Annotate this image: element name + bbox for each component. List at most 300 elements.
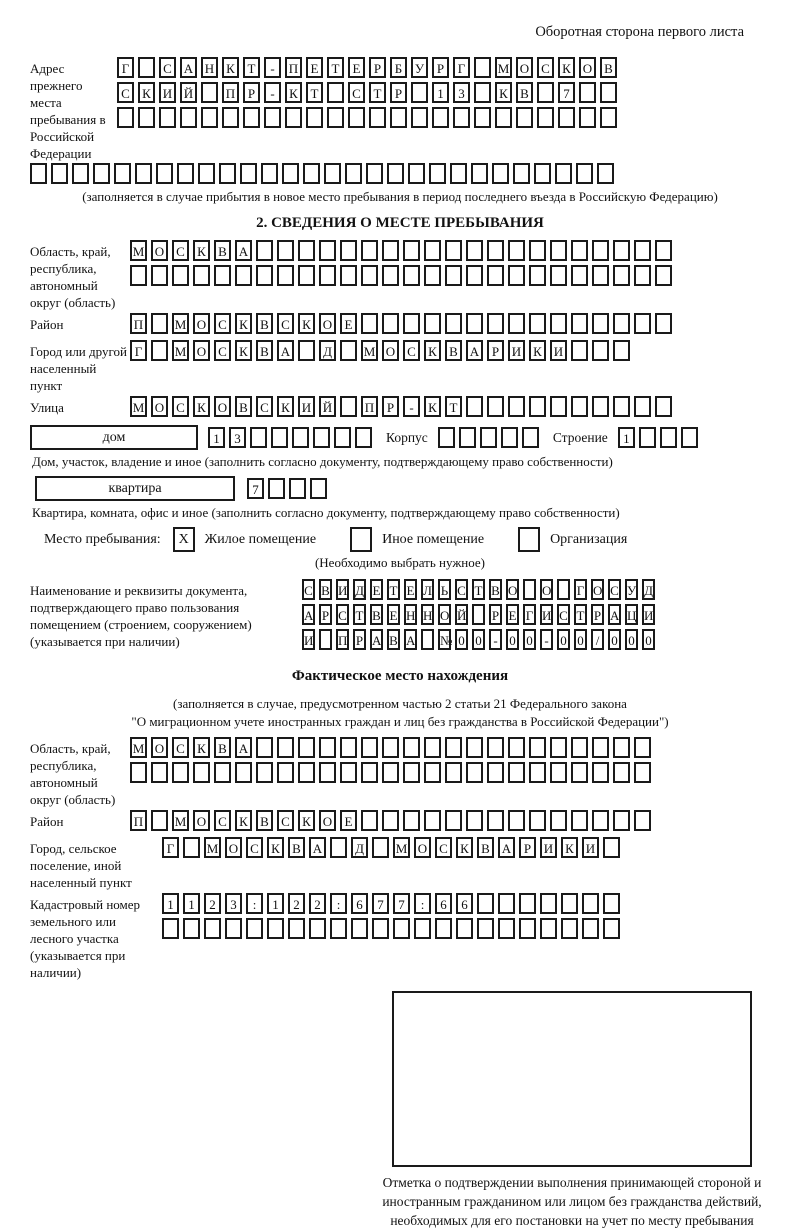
char-cell[interactable] xyxy=(495,107,512,128)
char-cell[interactable] xyxy=(172,762,189,783)
char-cell[interactable] xyxy=(571,240,588,261)
char-cell[interactable] xyxy=(429,163,446,184)
char-cell[interactable]: Т xyxy=(574,604,587,625)
char-cell[interactable] xyxy=(508,762,525,783)
char-cell[interactable] xyxy=(424,737,441,758)
char-cell[interactable]: А xyxy=(302,604,315,625)
char-cell[interactable] xyxy=(411,82,428,103)
char-cell[interactable] xyxy=(571,762,588,783)
char-cell[interactable]: Г xyxy=(574,579,587,600)
char-cell[interactable]: С xyxy=(435,837,452,858)
char-cell[interactable]: К xyxy=(424,340,441,361)
char-cell[interactable]: В xyxy=(256,810,273,831)
char-cell[interactable] xyxy=(256,737,273,758)
char-cell[interactable]: 0 xyxy=(523,629,536,650)
char-cell[interactable]: С xyxy=(336,604,349,625)
char-cell[interactable]: / xyxy=(591,629,604,650)
char-cell[interactable] xyxy=(550,313,567,334)
char-cell[interactable] xyxy=(453,107,470,128)
char-cell[interactable]: С xyxy=(537,57,554,78)
char-cell[interactable] xyxy=(474,107,491,128)
char-cell[interactable]: 1 xyxy=(432,82,449,103)
char-cell[interactable]: И xyxy=(302,629,315,650)
char-cell[interactable]: С xyxy=(557,604,570,625)
char-cell[interactable] xyxy=(361,240,378,261)
char-cell[interactable] xyxy=(361,737,378,758)
char-cell[interactable] xyxy=(159,107,176,128)
char-cell[interactable]: 0 xyxy=(608,629,621,650)
char-cell[interactable] xyxy=(600,82,617,103)
char-cell[interactable] xyxy=(634,810,651,831)
char-cell[interactable] xyxy=(456,918,473,939)
char-cell[interactable] xyxy=(477,918,494,939)
char-cell[interactable]: Е xyxy=(370,579,383,600)
char-cell[interactable] xyxy=(508,810,525,831)
char-cell[interactable]: : xyxy=(414,893,431,914)
char-cell[interactable]: А xyxy=(180,57,197,78)
char-cell[interactable] xyxy=(235,265,252,286)
char-cell[interactable]: Е xyxy=(340,313,357,334)
char-cell[interactable] xyxy=(361,810,378,831)
char-cell[interactable] xyxy=(529,737,546,758)
char-cell[interactable]: О xyxy=(151,396,168,417)
char-cell[interactable]: С xyxy=(117,82,134,103)
char-cell[interactable]: В xyxy=(256,340,273,361)
char-cell[interactable] xyxy=(289,478,306,499)
char-cell[interactable] xyxy=(403,762,420,783)
char-cell[interactable] xyxy=(256,240,273,261)
char-cell[interactable] xyxy=(603,893,620,914)
char-cell[interactable]: 2 xyxy=(309,893,326,914)
char-cell[interactable]: О xyxy=(438,604,451,625)
char-cell[interactable]: 7 xyxy=(247,478,264,499)
char-cell[interactable] xyxy=(445,265,462,286)
char-cell[interactable] xyxy=(243,107,260,128)
char-cell[interactable] xyxy=(592,810,609,831)
char-cell[interactable] xyxy=(597,163,614,184)
char-cell[interactable] xyxy=(477,893,494,914)
char-cell[interactable]: О xyxy=(516,57,533,78)
char-cell[interactable] xyxy=(319,762,336,783)
char-cell[interactable]: М xyxy=(393,837,410,858)
char-cell[interactable] xyxy=(522,427,539,448)
checkbox-residential[interactable]: X xyxy=(173,527,195,552)
char-cell[interactable] xyxy=(117,107,134,128)
char-cell[interactable] xyxy=(298,265,315,286)
char-cell[interactable]: Е xyxy=(340,810,357,831)
char-cell[interactable] xyxy=(246,918,263,939)
char-cell[interactable] xyxy=(424,240,441,261)
char-cell[interactable] xyxy=(411,107,428,128)
char-cell[interactable]: Е xyxy=(506,604,519,625)
char-cell[interactable]: Г xyxy=(130,340,147,361)
char-cell[interactable]: 0 xyxy=(472,629,485,650)
char-cell[interactable] xyxy=(340,265,357,286)
char-cell[interactable] xyxy=(298,240,315,261)
char-cell[interactable]: У xyxy=(411,57,428,78)
char-cell[interactable] xyxy=(579,107,596,128)
char-cell[interactable]: Т xyxy=(306,82,323,103)
char-cell[interactable] xyxy=(571,396,588,417)
char-cell[interactable]: 1 xyxy=(183,893,200,914)
char-cell[interactable]: М xyxy=(204,837,221,858)
char-cell[interactable] xyxy=(634,737,651,758)
char-cell[interactable] xyxy=(327,107,344,128)
char-cell[interactable] xyxy=(382,762,399,783)
char-cell[interactable] xyxy=(513,163,530,184)
char-cell[interactable]: Й xyxy=(319,396,336,417)
char-cell[interactable] xyxy=(487,737,504,758)
char-cell[interactable]: В xyxy=(387,629,400,650)
char-cell[interactable] xyxy=(267,918,284,939)
char-cell[interactable]: У xyxy=(625,579,638,600)
char-cell[interactable] xyxy=(345,163,362,184)
char-cell[interactable]: Д xyxy=(353,579,366,600)
char-cell[interactable] xyxy=(235,762,252,783)
char-cell[interactable] xyxy=(487,265,504,286)
char-cell[interactable] xyxy=(277,737,294,758)
char-cell[interactable] xyxy=(72,163,89,184)
char-cell[interactable]: - xyxy=(489,629,502,650)
char-cell[interactable]: С xyxy=(214,313,231,334)
char-cell[interactable]: Л xyxy=(421,579,434,600)
char-cell[interactable]: И xyxy=(540,604,553,625)
char-cell[interactable] xyxy=(403,313,420,334)
char-cell[interactable]: О xyxy=(151,737,168,758)
char-cell[interactable]: К xyxy=(138,82,155,103)
char-cell[interactable]: К xyxy=(558,57,575,78)
char-cell[interactable]: А xyxy=(608,604,621,625)
char-cell[interactable] xyxy=(130,762,147,783)
char-cell[interactable] xyxy=(508,396,525,417)
char-cell[interactable]: О xyxy=(225,837,242,858)
char-cell[interactable] xyxy=(613,313,630,334)
char-cell[interactable]: Е xyxy=(306,57,323,78)
char-cell[interactable]: О xyxy=(414,837,431,858)
char-cell[interactable] xyxy=(529,313,546,334)
char-cell[interactable] xyxy=(334,427,351,448)
char-cell[interactable] xyxy=(613,762,630,783)
char-cell[interactable] xyxy=(600,107,617,128)
char-cell[interactable] xyxy=(340,340,357,361)
char-cell[interactable] xyxy=(319,629,332,650)
char-cell[interactable]: Ц xyxy=(625,604,638,625)
char-cell[interactable]: Т xyxy=(387,579,400,600)
char-cell[interactable] xyxy=(403,265,420,286)
char-cell[interactable]: С xyxy=(608,579,621,600)
char-cell[interactable] xyxy=(340,762,357,783)
char-cell[interactable] xyxy=(508,737,525,758)
char-cell[interactable] xyxy=(579,82,596,103)
char-cell[interactable] xyxy=(508,265,525,286)
char-cell[interactable] xyxy=(319,737,336,758)
char-cell[interactable] xyxy=(445,737,462,758)
char-cell[interactable]: А xyxy=(235,240,252,261)
char-cell[interactable]: К xyxy=(193,240,210,261)
char-cell[interactable]: С xyxy=(277,810,294,831)
char-cell[interactable] xyxy=(201,107,218,128)
char-cell[interactable]: Е xyxy=(348,57,365,78)
char-cell[interactable]: П xyxy=(285,57,302,78)
char-cell[interactable] xyxy=(634,240,651,261)
char-cell[interactable] xyxy=(135,163,152,184)
char-cell[interactable]: А xyxy=(370,629,383,650)
char-cell[interactable]: М xyxy=(130,396,147,417)
char-cell[interactable] xyxy=(655,313,672,334)
char-cell[interactable] xyxy=(268,478,285,499)
char-cell[interactable] xyxy=(445,762,462,783)
char-cell[interactable]: К xyxy=(193,737,210,758)
char-cell[interactable] xyxy=(225,918,242,939)
char-cell[interactable]: К xyxy=(222,57,239,78)
char-cell[interactable] xyxy=(634,265,651,286)
char-cell[interactable] xyxy=(540,893,557,914)
char-cell[interactable] xyxy=(261,163,278,184)
char-cell[interactable]: П xyxy=(361,396,378,417)
char-cell[interactable] xyxy=(340,240,357,261)
char-cell[interactable] xyxy=(613,340,630,361)
char-cell[interactable] xyxy=(288,918,305,939)
char-cell[interactable] xyxy=(613,240,630,261)
char-cell[interactable]: 1 xyxy=(208,427,225,448)
char-cell[interactable] xyxy=(180,107,197,128)
char-cell[interactable]: Н xyxy=(201,57,218,78)
char-cell[interactable] xyxy=(550,265,567,286)
char-cell[interactable] xyxy=(369,107,386,128)
char-cell[interactable] xyxy=(529,240,546,261)
char-cell[interactable]: К xyxy=(424,396,441,417)
char-cell[interactable]: С xyxy=(348,82,365,103)
char-cell[interactable] xyxy=(222,107,239,128)
char-cell[interactable] xyxy=(435,918,452,939)
char-cell[interactable] xyxy=(537,82,554,103)
char-cell[interactable] xyxy=(592,240,609,261)
char-cell[interactable] xyxy=(523,579,536,600)
char-cell[interactable]: А xyxy=(466,340,483,361)
char-cell[interactable] xyxy=(151,265,168,286)
char-cell[interactable]: Ь xyxy=(438,579,451,600)
char-cell[interactable] xyxy=(424,265,441,286)
char-cell[interactable]: А xyxy=(235,737,252,758)
char-cell[interactable] xyxy=(151,313,168,334)
char-cell[interactable]: И xyxy=(159,82,176,103)
char-cell[interactable]: 2 xyxy=(204,893,221,914)
char-cell[interactable]: О xyxy=(591,579,604,600)
char-cell[interactable]: В xyxy=(370,604,383,625)
char-cell[interactable] xyxy=(498,893,515,914)
char-cell[interactable] xyxy=(151,340,168,361)
char-cell[interactable] xyxy=(424,810,441,831)
char-cell[interactable] xyxy=(487,396,504,417)
char-cell[interactable] xyxy=(324,163,341,184)
char-cell[interactable]: И xyxy=(336,579,349,600)
char-cell[interactable] xyxy=(51,163,68,184)
char-cell[interactable]: К xyxy=(285,82,302,103)
char-cell[interactable] xyxy=(151,762,168,783)
char-cell[interactable]: Д xyxy=(351,837,368,858)
char-cell[interactable] xyxy=(250,427,267,448)
char-cell[interactable] xyxy=(348,107,365,128)
char-cell[interactable] xyxy=(438,427,455,448)
char-cell[interactable]: О xyxy=(193,340,210,361)
char-cell[interactable] xyxy=(30,163,47,184)
char-cell[interactable] xyxy=(634,396,651,417)
char-cell[interactable]: 0 xyxy=(625,629,638,650)
char-cell[interactable] xyxy=(432,107,449,128)
char-cell[interactable]: О xyxy=(214,396,231,417)
char-cell[interactable] xyxy=(193,265,210,286)
char-cell[interactable]: 6 xyxy=(435,893,452,914)
char-cell[interactable]: 7 xyxy=(372,893,389,914)
char-cell[interactable] xyxy=(639,427,656,448)
char-cell[interactable] xyxy=(355,427,372,448)
char-cell[interactable]: 3 xyxy=(225,893,242,914)
char-cell[interactable]: 3 xyxy=(453,82,470,103)
char-cell[interactable] xyxy=(372,918,389,939)
char-cell[interactable] xyxy=(445,313,462,334)
char-cell[interactable]: 0 xyxy=(574,629,587,650)
char-cell[interactable]: О xyxy=(193,810,210,831)
char-cell[interactable] xyxy=(613,810,630,831)
char-cell[interactable]: В xyxy=(445,340,462,361)
char-cell[interactable] xyxy=(130,265,147,286)
char-cell[interactable]: К xyxy=(193,396,210,417)
char-cell[interactable]: И xyxy=(508,340,525,361)
char-cell[interactable]: П xyxy=(130,810,147,831)
char-cell[interactable] xyxy=(550,762,567,783)
char-cell[interactable] xyxy=(561,918,578,939)
char-cell[interactable] xyxy=(198,163,215,184)
char-cell[interactable]: Р xyxy=(519,837,536,858)
char-cell[interactable] xyxy=(390,107,407,128)
char-cell[interactable]: К xyxy=(277,396,294,417)
char-cell[interactable]: Н xyxy=(404,604,417,625)
char-cell[interactable]: Р xyxy=(390,82,407,103)
char-cell[interactable]: В xyxy=(489,579,502,600)
char-cell[interactable]: Т xyxy=(353,604,366,625)
char-cell[interactable] xyxy=(382,737,399,758)
char-cell[interactable]: М xyxy=(172,810,189,831)
char-cell[interactable] xyxy=(93,163,110,184)
char-cell[interactable]: М xyxy=(172,313,189,334)
char-cell[interactable] xyxy=(472,604,485,625)
char-cell[interactable] xyxy=(408,163,425,184)
char-cell[interactable] xyxy=(156,163,173,184)
char-cell[interactable]: Г xyxy=(117,57,134,78)
char-cell[interactable] xyxy=(285,107,302,128)
char-cell[interactable] xyxy=(382,265,399,286)
char-cell[interactable]: К xyxy=(267,837,284,858)
char-cell[interactable]: Р xyxy=(591,604,604,625)
char-cell[interactable]: Р xyxy=(382,396,399,417)
char-cell[interactable]: М xyxy=(495,57,512,78)
char-cell[interactable] xyxy=(492,163,509,184)
char-cell[interactable] xyxy=(393,918,410,939)
char-cell[interactable]: В xyxy=(288,837,305,858)
char-cell[interactable] xyxy=(303,163,320,184)
char-cell[interactable]: А xyxy=(309,837,326,858)
char-cell[interactable] xyxy=(277,265,294,286)
char-cell[interactable] xyxy=(516,107,533,128)
char-cell[interactable]: С xyxy=(214,810,231,831)
char-cell[interactable] xyxy=(571,313,588,334)
char-cell[interactable] xyxy=(529,396,546,417)
char-cell[interactable] xyxy=(382,810,399,831)
char-cell[interactable]: К xyxy=(298,313,315,334)
char-cell[interactable] xyxy=(204,918,221,939)
char-cell[interactable] xyxy=(445,240,462,261)
char-cell[interactable]: О xyxy=(506,579,519,600)
char-cell[interactable]: И xyxy=(550,340,567,361)
char-cell[interactable] xyxy=(571,265,588,286)
char-cell[interactable] xyxy=(114,163,131,184)
char-cell[interactable]: Т xyxy=(369,82,386,103)
char-cell[interactable]: К xyxy=(495,82,512,103)
char-cell[interactable] xyxy=(555,163,572,184)
char-cell[interactable] xyxy=(466,396,483,417)
char-cell[interactable] xyxy=(613,737,630,758)
char-cell[interactable]: И xyxy=(298,396,315,417)
char-cell[interactable]: И xyxy=(540,837,557,858)
char-cell[interactable]: К xyxy=(235,340,252,361)
char-cell[interactable] xyxy=(550,240,567,261)
char-cell[interactable]: С xyxy=(277,313,294,334)
char-cell[interactable]: И xyxy=(642,604,655,625)
char-cell[interactable] xyxy=(519,893,536,914)
char-cell[interactable] xyxy=(298,737,315,758)
char-cell[interactable] xyxy=(592,313,609,334)
char-cell[interactable] xyxy=(298,340,315,361)
char-cell[interactable]: 0 xyxy=(506,629,519,650)
char-cell[interactable] xyxy=(361,762,378,783)
char-cell[interactable] xyxy=(487,313,504,334)
house-writein-box[interactable]: дом xyxy=(30,425,198,450)
char-cell[interactable]: А xyxy=(277,340,294,361)
char-cell[interactable] xyxy=(508,240,525,261)
char-cell[interactable]: № xyxy=(438,629,451,650)
char-cell[interactable] xyxy=(557,579,570,600)
char-cell[interactable] xyxy=(571,810,588,831)
char-cell[interactable]: С xyxy=(256,396,273,417)
char-cell[interactable] xyxy=(537,107,554,128)
char-cell[interactable] xyxy=(529,810,546,831)
char-cell[interactable] xyxy=(330,837,347,858)
char-cell[interactable]: Т xyxy=(327,57,344,78)
char-cell[interactable] xyxy=(372,837,389,858)
char-cell[interactable] xyxy=(466,737,483,758)
char-cell[interactable] xyxy=(271,427,288,448)
char-cell[interactable]: 1 xyxy=(618,427,635,448)
char-cell[interactable] xyxy=(655,396,672,417)
char-cell[interactable] xyxy=(613,265,630,286)
char-cell[interactable] xyxy=(501,427,518,448)
char-cell[interactable] xyxy=(498,918,515,939)
char-cell[interactable] xyxy=(361,313,378,334)
char-cell[interactable]: 6 xyxy=(351,893,368,914)
char-cell[interactable] xyxy=(319,265,336,286)
char-cell[interactable]: Й xyxy=(180,82,197,103)
char-cell[interactable] xyxy=(519,918,536,939)
char-cell[interactable] xyxy=(487,810,504,831)
char-cell[interactable]: И xyxy=(582,837,599,858)
char-cell[interactable]: С xyxy=(302,579,315,600)
char-cell[interactable] xyxy=(576,163,593,184)
char-cell[interactable]: О xyxy=(382,340,399,361)
char-cell[interactable] xyxy=(382,313,399,334)
char-cell[interactable]: - xyxy=(264,82,281,103)
char-cell[interactable]: О xyxy=(151,240,168,261)
char-cell[interactable] xyxy=(655,240,672,261)
